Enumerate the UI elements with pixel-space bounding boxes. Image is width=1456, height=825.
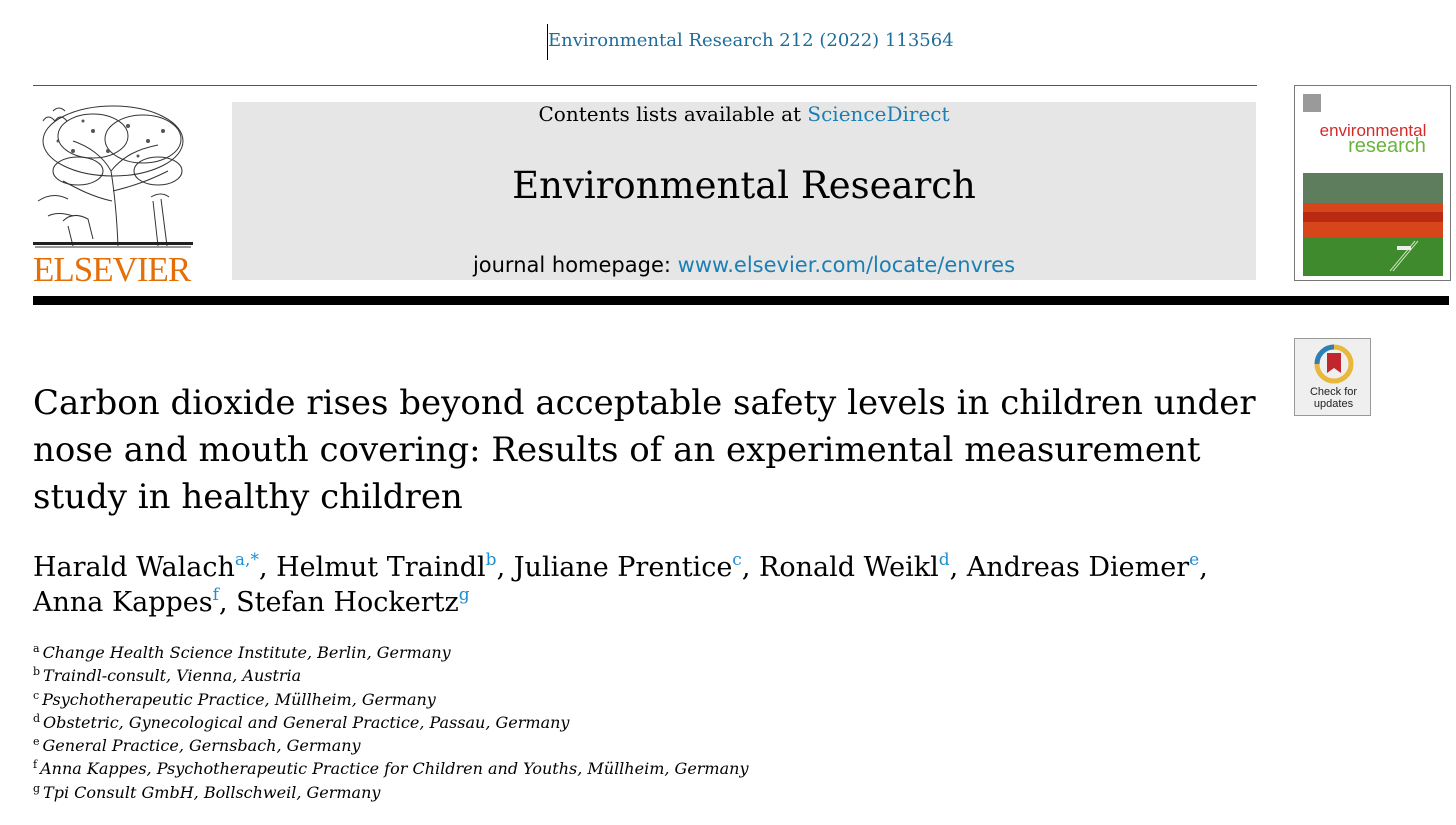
journal-cover-image[interactable] <box>1294 85 1451 281</box>
affiliation-item <box>33 734 748 757</box>
homepage-line <box>232 253 1256 277</box>
affiliation-item <box>33 688 748 711</box>
sciencedirect-link[interactable]: ScienceDirect <box>807 102 950 126</box>
author-name[interactable]: Ronald Weikl <box>759 552 939 583</box>
author-name[interactable]: Harald Walach <box>33 552 235 583</box>
affiliation-item <box>33 641 748 664</box>
journal-masthead <box>232 102 1256 280</box>
affiliation-text: General Practice, Gernsbach, Germany <box>42 736 361 756</box>
citation-link[interactable]: Environmental Research 212 (2022) 113564 <box>548 30 954 51</box>
check-label-line2: updates <box>1313 398 1354 410</box>
affiliation-list <box>33 641 748 804</box>
author-name[interactable]: Stefan Hockertz <box>236 587 459 618</box>
affiliation-text: Change Health Science Institute, Berlin, Germany <box>42 643 451 662</box>
affiliation-text: Traindl-consult, Vienna, Austria <box>43 666 302 686</box>
author-affiliation-ref[interactable]: g <box>458 585 470 605</box>
affiliation-key: b <box>33 665 41 679</box>
contents-prefix: Contents lists available at <box>538 102 802 126</box>
cover-title-line2: research <box>1348 135 1426 157</box>
cover-title-line1: environmental <box>1319 121 1427 140</box>
author-affiliation-ref[interactable]: f <box>212 585 219 605</box>
author-affiliation-ref[interactable]: e <box>1189 550 1200 570</box>
check-for-updates-label <box>1295 386 1372 410</box>
author-affiliation-ref[interactable]: c <box>732 550 742 570</box>
affiliation-key: g <box>33 781 41 795</box>
homepage-prefix: journal homepage: <box>472 253 671 277</box>
affiliation-key: e <box>33 735 40 749</box>
author-affiliation-ref[interactable]: b <box>485 550 497 570</box>
homepage-link[interactable]: www.elsevier.com/locate/envres <box>677 253 1016 277</box>
affiliation-text: Obstetric, Gynecological and General Practice, Passau, Germany <box>43 712 570 732</box>
affiliation-key: d <box>33 711 41 725</box>
affiliation-item <box>33 781 748 804</box>
author-affiliation-ref[interactable]: a,* <box>234 550 259 570</box>
check-label-line1: Check for <box>1309 386 1358 398</box>
check-for-updates-button[interactable] <box>1294 338 1371 416</box>
author-name[interactable]: Helmut Traindl <box>276 552 486 583</box>
affiliation-item <box>33 711 748 734</box>
author-list: Harald Walach$^{a,*}$, Helmut Traindl$^b$, Juliane Prentice$^c$, Ronald Weikl$^d$, Andreas Diemer$^e$, Anna Kappes$^f$, Stefan Hockertz$^g$ <box>33 550 1208 618</box>
affiliation-key: f <box>33 758 38 772</box>
bookmark-icon <box>1313 343 1355 385</box>
affiliation-item <box>33 664 748 687</box>
affiliation-text: Anna Kappes, Psychotherapeutic Practice for Children and Youths, Müllheim, Germany <box>40 759 749 779</box>
header-rule <box>33 85 1257 86</box>
journal-title: Environmental Research <box>512 164 976 207</box>
author-name[interactable]: Andreas Diemer <box>966 552 1190 583</box>
author-affiliation-ref[interactable]: d <box>938 550 950 570</box>
author-name[interactable]: Anna Kappes <box>33 587 213 618</box>
contents-line <box>232 102 1256 126</box>
affiliation-text: Psychotherapeutic Practice, Müllheim, Germany <box>42 689 436 709</box>
affiliation-item <box>33 757 748 780</box>
affiliation-key: a <box>33 642 40 655</box>
affiliation-key: c <box>33 688 40 702</box>
author-name[interactable]: Juliane Prentice <box>513 552 733 583</box>
affiliation-text: Tpi Consult GmbH, Bollschweil, Germany <box>43 782 381 802</box>
elsevier-wordmark: ELSEVIER <box>33 250 191 289</box>
article-title: Carbon dioxide rises beyond acceptable safety levels in children under nose and mouth covering: Results of an experimental measurement study in healthy children <box>33 383 1256 517</box>
masthead-bottom-rule <box>33 296 1449 305</box>
